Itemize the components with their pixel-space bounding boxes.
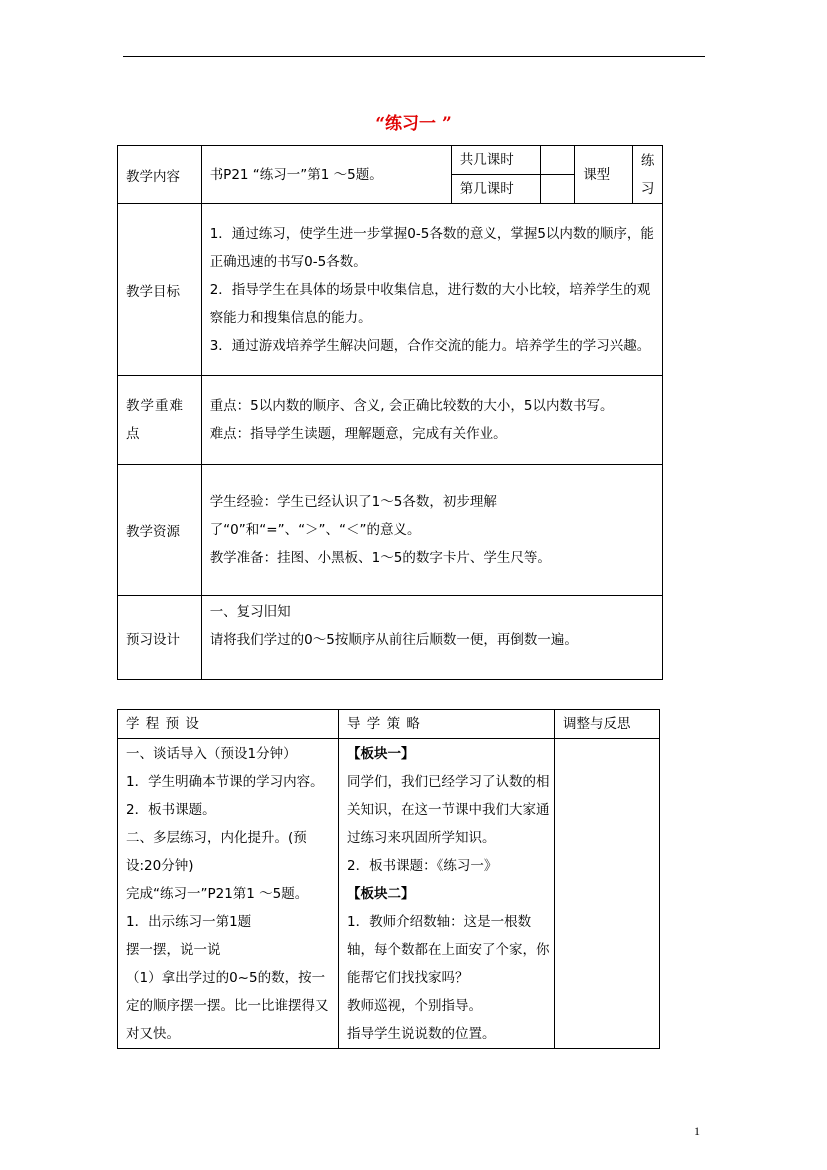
strategy-line: 【板块一】 [347,746,415,762]
keypoints-label-line-1: 教学重难 [126,398,184,414]
page-number: 1 [694,1124,700,1138]
keypoints-label-line-2: 点 [126,426,140,442]
process-line: 1．出示练习一第1题 [126,914,252,930]
preview-cell [201,596,662,680]
which-hour-value [540,175,575,204]
process-line: 1．学生明确本节课的学习内容。 [126,774,324,790]
keypoints-label [118,376,202,465]
process-line: 2．板书课题。 [126,802,216,818]
resources-label: 教学资源 [118,465,202,596]
goal-item: 3．通过游戏培养学生解决问题，合作交流的能力。培养学生的学习兴趣。 [209,337,651,354]
header-adjust-reflect: 调整与反思 [555,710,660,739]
process-line: 一、谈话导入（预设1分钟） [126,746,297,762]
guidance-strategy-cell [339,739,555,1049]
keypoint-item: 难点：指导学生读题，理解题意，完成有关作业。 [209,426,507,442]
lesson-type-label: 课型 [575,146,633,204]
total-hours-value [540,146,575,175]
strategy-line: 2．板书课题：《练习一》 [347,858,498,874]
header-learning-process: 学 程 预 设 [118,710,339,739]
strategy-line: 1．教师介绍数轴：这是一根数轴，每个数都在上面安了个家，你能帮它们找找家吗？ [347,914,550,986]
keypoints-cell [201,376,662,465]
process-line: 二、多层练习，内化提升。(预设:20分钟) [126,830,307,874]
strategy-line: 教师巡视，个别指导。 [347,998,482,1014]
lesson-type-char-2: 习 [640,180,655,197]
total-hours-label: 共几课时 [451,146,540,175]
resource-item: 学生经验：学生已经认识了1～5各数，初步理解了“0”和“=”、“＞”、“＜”的意义。 [209,494,497,538]
content-value: 书P21 “练习一”第1 ～5题。 [201,146,451,204]
goal-item: 2．指导学生在具体的场景中收集信息，进行数的大小比较，培养学生的观察能力和搜集信息的能力。 [209,281,651,326]
preview-item: 一、复习旧知 [209,604,291,620]
goals-label: 教学目标 [118,204,202,376]
adjust-reflect-cell [555,739,660,1049]
goals-cell [201,204,662,376]
preview-item: 请将我们学过的0～5按顺序从前往后顺数一便，再倒数一遍。 [209,632,578,648]
process-line: （1）拿出学过的0~5的数，按一定的顺序摆一摆。比一比谁摆得又对又快。 [126,970,329,1042]
process-line: 摆一摆，说一说 [126,942,221,958]
lesson-info-table [117,145,663,680]
learning-process-cell [118,739,339,1049]
strategy-line: 同学们，我们已经学习了认数的相关知识，在这一节课中我们大家通过练习来巩固所学知识。 [347,774,550,846]
goal-item: 1．通过练习，使学生进一步掌握0-5各数的意义，掌握5以内数的顺序，能正确迅速的书写0-5各数。 [209,225,654,270]
which-hour-label: 第几课时 [451,175,540,204]
header-guidance-strategy: 导 学 策 略 [339,710,555,739]
lesson-process-table [117,709,660,1049]
process-line: 完成“练习一”P21第1 ～5题。 [126,886,309,902]
document-title: “练习一 ” [375,114,452,134]
strategy-line: 【板块二】 [347,886,415,902]
preview-label: 预习设计 [118,596,202,680]
keypoint-item: 重点：5以内数的顺序、含义, 会正确比较数的大小，5以内数书写。 [209,398,614,414]
strategy-line: 指导学生说说数的位置。 [347,1026,496,1042]
resources-cell [201,465,662,596]
resource-item: 教学准备：挂图、小黑板、1～5的数字卡片、学生尺等。 [209,550,551,566]
lesson-type-value [633,146,663,204]
lesson-type-char-1: 练 [640,152,655,169]
content-label: 教学内容 [118,146,202,204]
header-rule [123,56,705,57]
